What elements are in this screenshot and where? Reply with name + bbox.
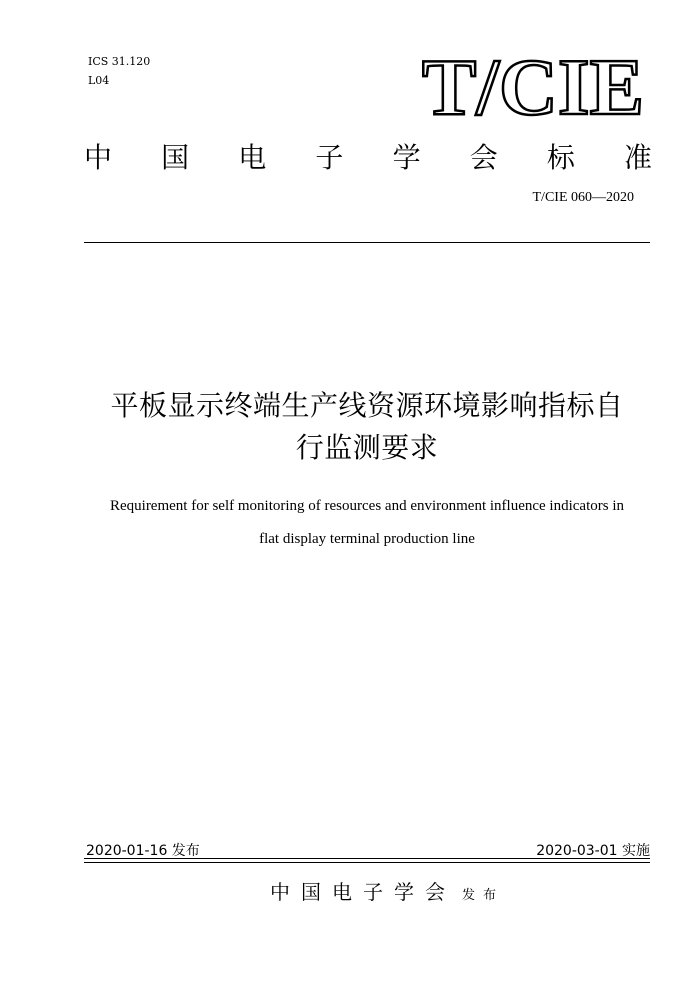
chinese-title-line: 行监测要求: [295, 431, 439, 464]
standard-type-char: 会: [469, 141, 498, 174]
english-title-line: flat display terminal production line: [259, 531, 475, 547]
header-divider: [84, 242, 650, 243]
chinese-title: [80, 385, 654, 469]
standard-type-char: 电: [238, 141, 267, 174]
standard-type-char: 中: [84, 141, 113, 174]
standard-number: T/CIE 060—2020: [532, 190, 634, 205]
category-code: L04: [88, 74, 110, 87]
english-title: [80, 490, 654, 556]
tcie-logo: [418, 48, 648, 122]
chinese-title-line: 平板显示终端生产线资源环境影响指标自: [110, 389, 624, 422]
publisher: [270, 876, 504, 905]
publisher-action: 发布: [462, 888, 505, 903]
standard-type-char: 准: [623, 141, 652, 174]
footer-divider: [84, 858, 650, 863]
publisher-name: 中国电子学会: [270, 880, 456, 904]
standard-type-char: 国: [161, 141, 190, 174]
publish-date: 2020-01-16 发布: [86, 843, 200, 859]
svg-text:T/CIE: T/CIE: [422, 48, 644, 122]
ics-code: ICS 31.120: [88, 55, 151, 68]
standard-type-char: 学: [392, 141, 421, 174]
standard-type-char: 子: [315, 141, 344, 174]
ics-block: [88, 52, 150, 90]
english-title-line: Requirement for self monitoring of resources and environment influence indicators in: [109, 498, 624, 514]
implement-date: 2020-03-01 实施: [536, 843, 650, 859]
standard-type-char: 标: [546, 141, 575, 174]
standard-type-title: [84, 140, 652, 176]
